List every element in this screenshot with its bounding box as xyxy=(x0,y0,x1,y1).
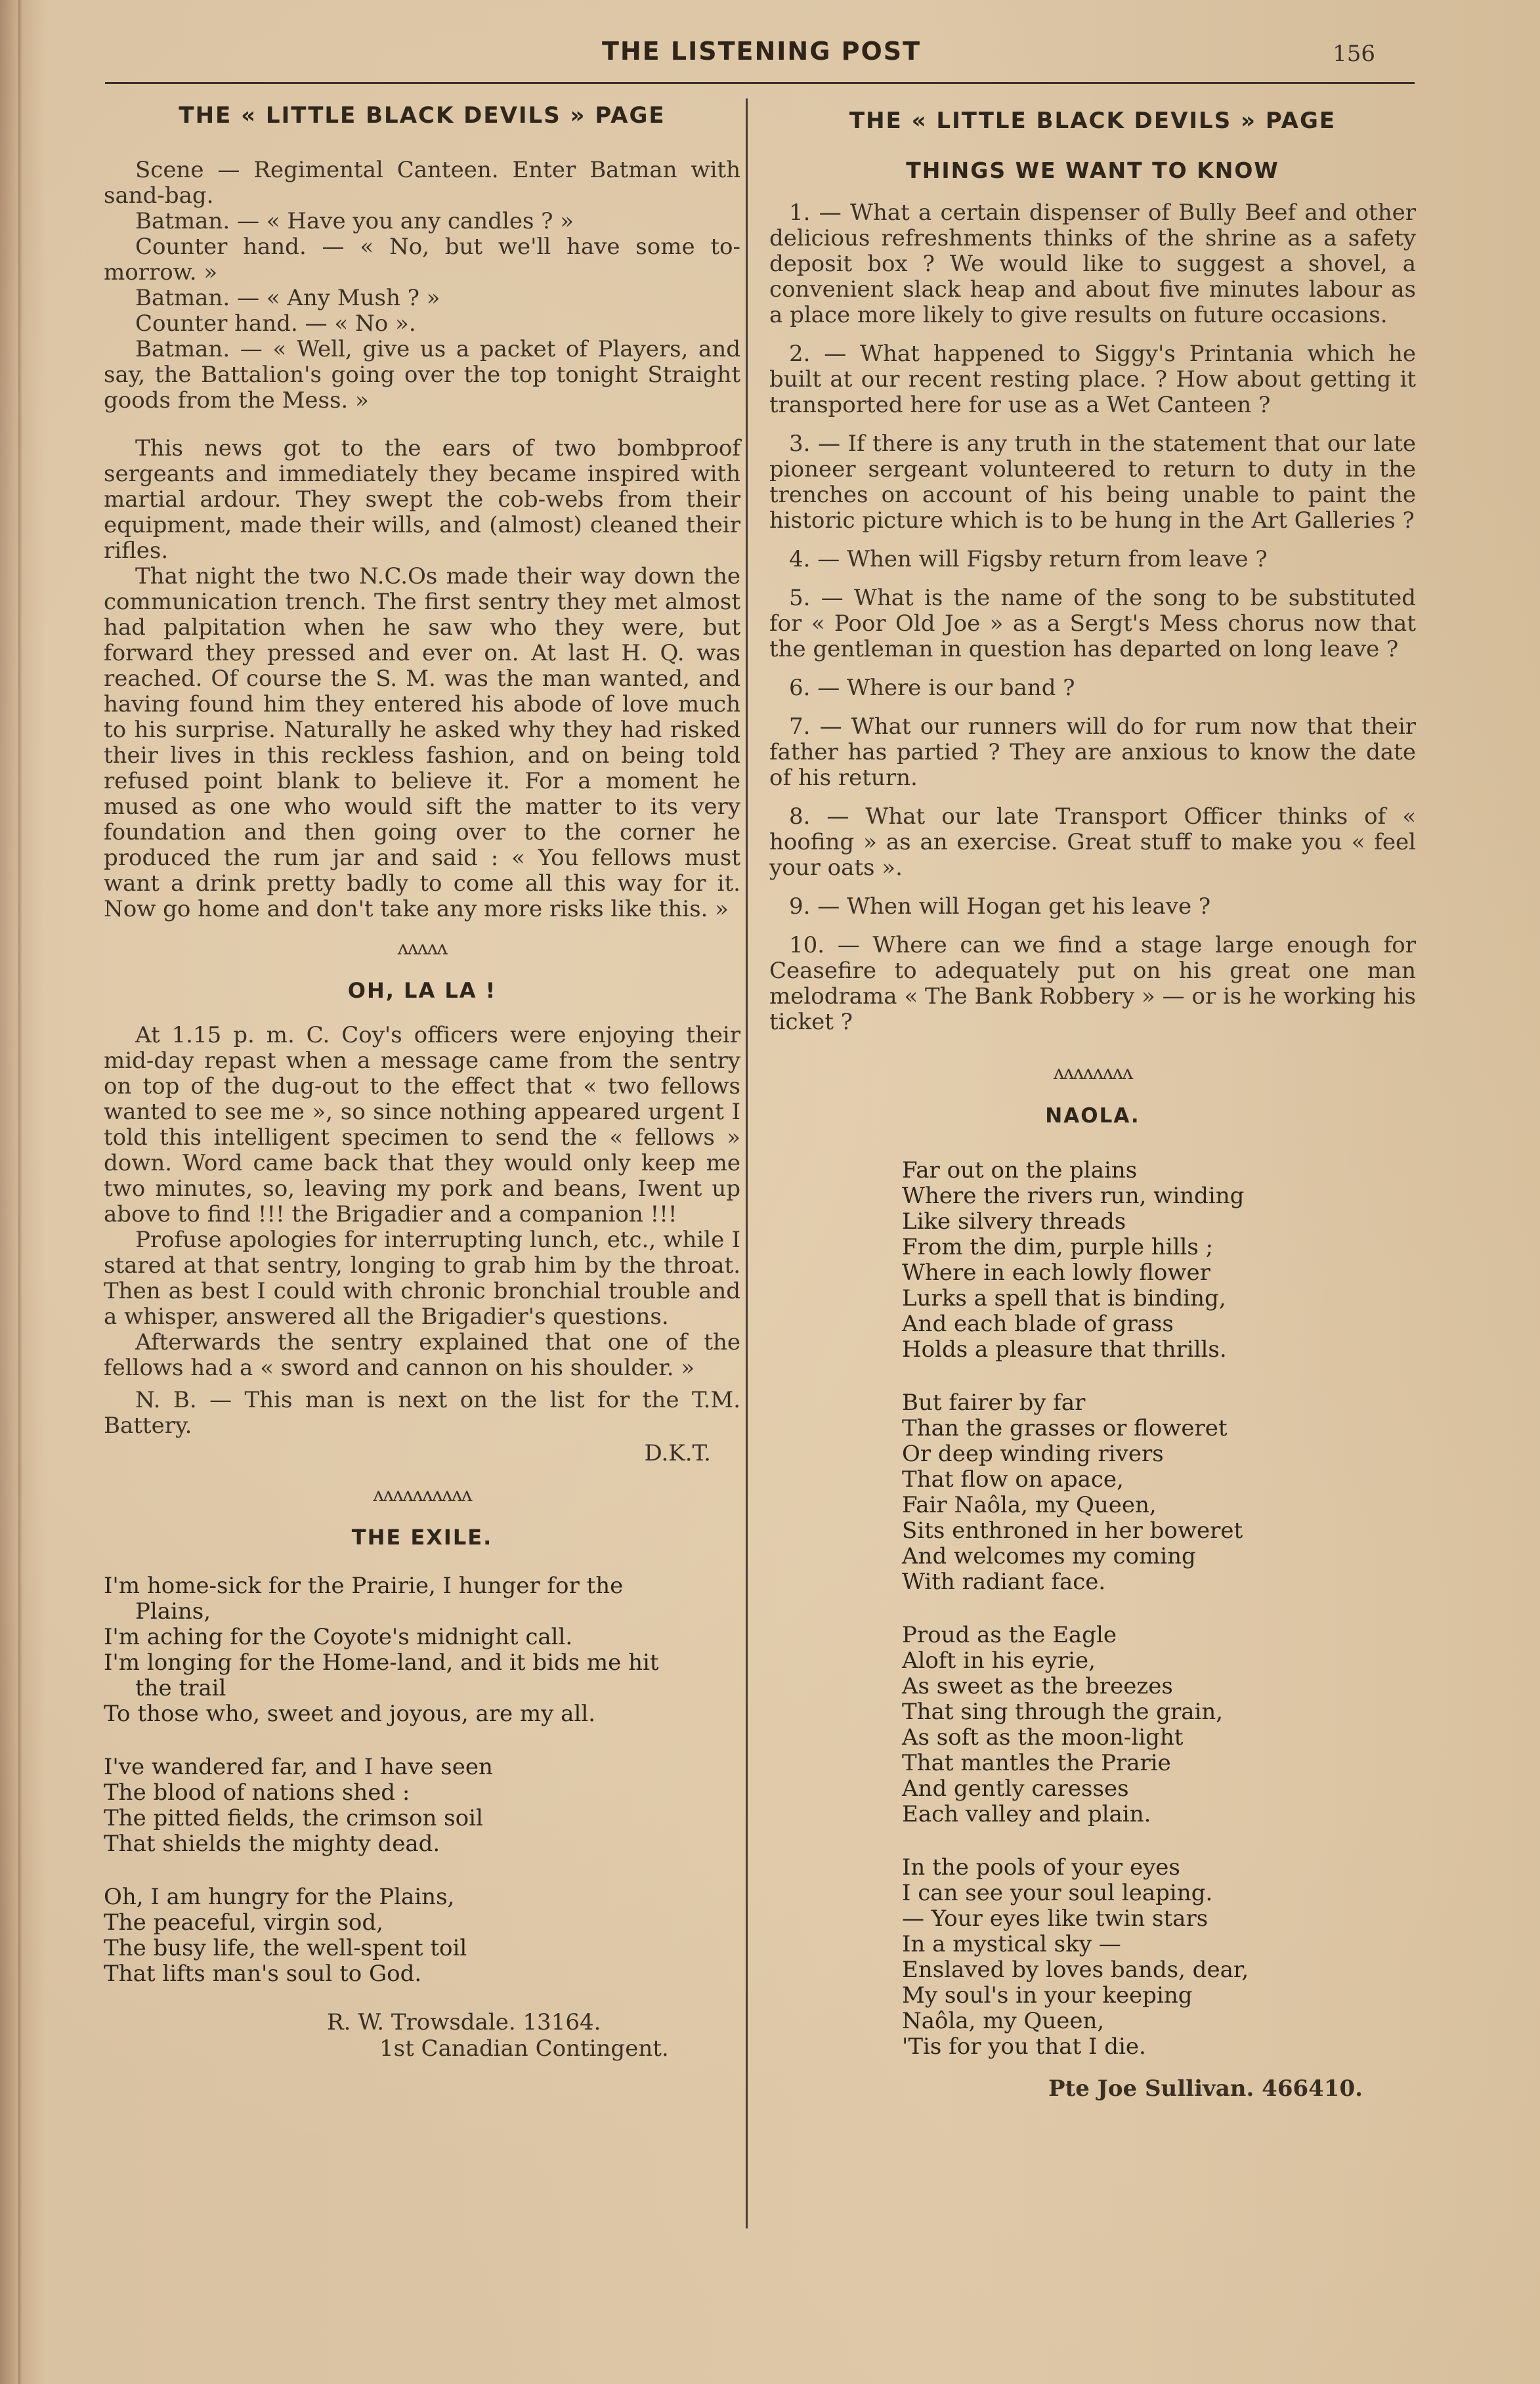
poem-line: The pitted fields, the crimson soil xyxy=(104,1805,483,1831)
signature: R. W. Trowsdale. 13164. xyxy=(327,2009,601,2035)
poem-line: Where in each lowly flower xyxy=(902,1260,1210,1286)
poem-line: Aloft in his eyrie, xyxy=(902,1648,1096,1674)
question-item: 10. — Where can we find a stage large enough for Ceasefire to adequately put on his great one man melodrama « The Bank Robbery » — or is he working his ticket ? xyxy=(769,932,1416,1035)
poem-stanza xyxy=(902,1623,1416,1827)
poem-line: My soul's in your keeping xyxy=(902,1982,1193,2009)
poem-line: The peaceful, virgin sod, xyxy=(104,1909,383,1936)
paragraph: At 1.15 p. m. C. Coy's officers were enjoying their mid-day repast when a message came from the sentry on top of the dug-out to the effect that « two fellows wanted to see me », so since nothing appeared urgent I told this intelligent specimen to send the « fellows » down. Word came back that they would only keep me two minutes, so, leaving my pork and beans, Iwent up above to find !!! the Brigadier and a companion !!! xyxy=(104,1022,740,1227)
poem-line: In the pools of your eyes xyxy=(902,1854,1180,1881)
paragraph: Batman. — « Have you any candles ? » xyxy=(135,208,574,234)
poem-line: As sweet as the breezes xyxy=(902,1673,1173,1699)
ohlala-story xyxy=(104,1023,740,1439)
poem-line: Like silvery threads xyxy=(902,1208,1126,1235)
naola-poem xyxy=(769,1158,1416,2060)
poem-line: Plains, xyxy=(135,1598,211,1625)
paragraph: Batman. — « Well, give us a packet of Players, and say, the Battalion's going over the top tonight Straight goods from the Mess. » xyxy=(104,336,740,414)
question-item: 4. — When will Figsby return from leave ? xyxy=(789,546,1268,572)
poem-line: I'm home-sick for the Prairie, I hunger for the xyxy=(104,1573,624,1599)
paragraph: That night the two N.C.Os made their way down the communication trench. The first sentry they met almost had palpitation when he saw who they were, but forward they pressed and ever on. At last H. Q. was reached. Of course the S. M. was the man wanted, and having found him they entered his abode of love much to his surprise. Naturally he asked why they had risked their lives in this reckless fashion, and on being told refused point blank to believe it. For a moment he mused as one who would sift the matter to its very foundation and then going over to the corner he produced the rum jar and said : « You fellows must want a drink pretty badly to come all this way for it. Now go home and don't take any more risks like this. » xyxy=(104,563,740,922)
page-header xyxy=(108,32,1415,77)
poem-line: Sits enthroned in her boweret xyxy=(902,1518,1243,1544)
right-column xyxy=(769,98,1416,2102)
page-fold xyxy=(18,0,22,2384)
question-item: 9. — When will Hogan get his leave ? xyxy=(789,893,1211,920)
page-number: 156 xyxy=(1333,41,1375,67)
poem-line: That flow on apace, xyxy=(902,1466,1124,1493)
poem-line: And gently caresses xyxy=(902,1776,1129,1802)
poem-line: Fair Naôla, my Queen, xyxy=(902,1492,1157,1518)
paragraph: Batman. — « Any Mush ? » xyxy=(135,285,440,311)
poem-line: As soft as the moon-light xyxy=(902,1724,1184,1751)
question-item: 8. — What our late Transport Officer thinks of « hoofing » as an exercise. Great stuff to make you « feel your oats ». xyxy=(769,803,1416,881)
poem-stanza xyxy=(104,1755,740,1857)
paragraph: Profuse apologies for interrupting lunch, etc., while I stared at that sentry, longing to grab him by the throat. Then as best I could with chronic bronchial trouble and a whisper, answered all the Brigadier's questions. xyxy=(104,1227,740,1330)
signature-unit: 1st Canadian Contingent. xyxy=(379,2035,669,2062)
poem-line: Naôla, my Queen, xyxy=(902,2008,1105,2034)
poem-line: Holds a pleasure that thrills. xyxy=(902,1336,1227,1363)
paragraph: Counter hand. — « No, but we'll have some to-morrow. » xyxy=(104,234,740,286)
paragraph: N. B. — This man is next on the list for the T.M. Battery. xyxy=(104,1387,740,1439)
question-item: 7. — What our runners will do for rum now that their father has partied ? They are anxious to know the date of his return. xyxy=(769,713,1416,791)
naola-title: NAOLA. xyxy=(1045,1104,1140,1128)
paragraph: Counter hand. — « No ». xyxy=(135,310,416,337)
poem-line: In a mystical sky — xyxy=(902,1931,1121,1957)
poem-stanza xyxy=(104,1884,740,1987)
section-ornament: ʌʌʌʌʌ xyxy=(397,937,447,960)
question-item: 2. — What happened to Siggy's Printania which he built at our recent resting place. ? How about getting it transported here for use as a Wet Canteen ? xyxy=(769,341,1416,418)
poem-line: Each valley and plain. xyxy=(902,1801,1151,1827)
poem-stanza xyxy=(902,1855,1416,2060)
poem-line: From the dim, purple hills ; xyxy=(902,1234,1214,1260)
poem-line: The busy life, the well-spent toil xyxy=(104,1935,467,1961)
poem-line: With radiant face. xyxy=(902,1569,1106,1595)
poem-line: And each blade of grass xyxy=(902,1311,1174,1337)
poem-line: Lurks a spell that is binding, xyxy=(902,1285,1226,1311)
section-title: THE « LITTLE BLACK DEVILS » PAGE xyxy=(179,102,666,129)
poem-stanza xyxy=(902,1390,1416,1595)
question-item: 5. — What is the name of the song to be substituted for « Poor Old Joe » as a Sergt's Mess chorus now that the gentleman in question has departed on long leave ? xyxy=(769,585,1416,662)
poem-line: Far out on the plains xyxy=(902,1157,1138,1183)
publication-title: THE LISTENING POST xyxy=(601,37,922,66)
poem-line: To those who, sweet and joyous, are my all. xyxy=(104,1701,595,1727)
section-title: THE « LITTLE BLACK DEVILS » PAGE xyxy=(849,108,1337,134)
signature: Pte Joe Sullivan. 466410. xyxy=(1048,2075,1363,2102)
canteen-story xyxy=(104,158,740,414)
paragraph: Afterwards the sentry explained that one of the fellows had a « sword and cannon on his shoulder. » xyxy=(104,1329,740,1381)
poem-line: Enslaved by loves bands, dear, xyxy=(902,1957,1249,1983)
question-item: 3. — If there is any truth in the statement that our late pioneer sergeant volunteered to return to duty in the trenches on account of his being unable to paint the historic picture which is to be hung in the Art Galleries ? xyxy=(769,431,1416,534)
section-ornament: ʌʌʌʌʌʌʌʌʌʌ xyxy=(373,1483,471,1506)
poem-line: Where the rivers run, winding xyxy=(902,1183,1245,1209)
poem-line: The blood of nations shed : xyxy=(104,1779,410,1806)
poem-line: I'm longing for the Home-land, and it bids me hit xyxy=(104,1650,659,1676)
poem-line: That mantles the Prarie xyxy=(902,1750,1171,1776)
poem-stanza xyxy=(902,1158,1416,1363)
paragraph: This news got to the ears of two bombproof sergeants and immediately they became inspired with martial ardour. They swept the cob-webs from their equipment, made their wills, and (almost) cleaned their rifles. xyxy=(104,435,740,564)
poem-line: That shields the mighty dead. xyxy=(104,1831,440,1857)
question-item: 1. — What a certain dispenser of Bully Beef and other delicious refreshments thinks of the shrine as a safety deposit box ? We would like to suggest a shovel, a convenient slack heap and about five minutes labour as a place more likely to give results on future occasions. xyxy=(769,200,1416,328)
poem-line: Proud as the Eagle xyxy=(902,1622,1117,1648)
column-divider xyxy=(746,98,748,2228)
poem-line: And welcomes my coming xyxy=(902,1543,1196,1569)
bombproof-story xyxy=(104,436,740,922)
poem-line: the trail xyxy=(135,1675,226,1701)
section-ornament: ʌʌʌʌʌʌʌʌ xyxy=(1053,1061,1132,1084)
poem-line: Or deep winding rivers xyxy=(902,1441,1164,1467)
things-title: THINGS WE WANT TO KNOW xyxy=(906,158,1279,183)
poem-line: Oh, I am hungry for the Plains, xyxy=(104,1884,455,1910)
things-list xyxy=(769,200,1416,1035)
poem-line: I can see your soul leaping. xyxy=(902,1880,1213,1906)
question-item: 6. — Where is our band ? xyxy=(789,675,1075,701)
ohlala-title: OH, LA LA ! xyxy=(347,978,497,1003)
poem-line: But fairer by far xyxy=(902,1390,1086,1416)
poem-line: Than the grasses or floweret xyxy=(902,1415,1228,1441)
exile-poem xyxy=(104,1573,740,1987)
paragraph: Scene — Regimental Canteen. Enter Batman with sand-bag. xyxy=(104,157,740,209)
header-rule xyxy=(105,82,1415,84)
left-column xyxy=(104,98,740,2062)
poem-stanza xyxy=(104,1573,740,1727)
poem-line: I'm aching for the Coyote's midnight call. xyxy=(104,1624,573,1650)
poem-line: I've wandered far, and I have seen xyxy=(104,1754,493,1780)
signature: D.K.T. xyxy=(644,1440,711,1466)
exile-title: THE EXILE. xyxy=(351,1525,493,1550)
poem-line: That sing through the grain, xyxy=(902,1699,1224,1725)
poem-line: That lifts man's soul to God. xyxy=(104,1961,422,1987)
poem-line: — Your eyes like twin stars xyxy=(902,1905,1208,1932)
poem-line: 'Tis for you that I die. xyxy=(902,2033,1146,2060)
